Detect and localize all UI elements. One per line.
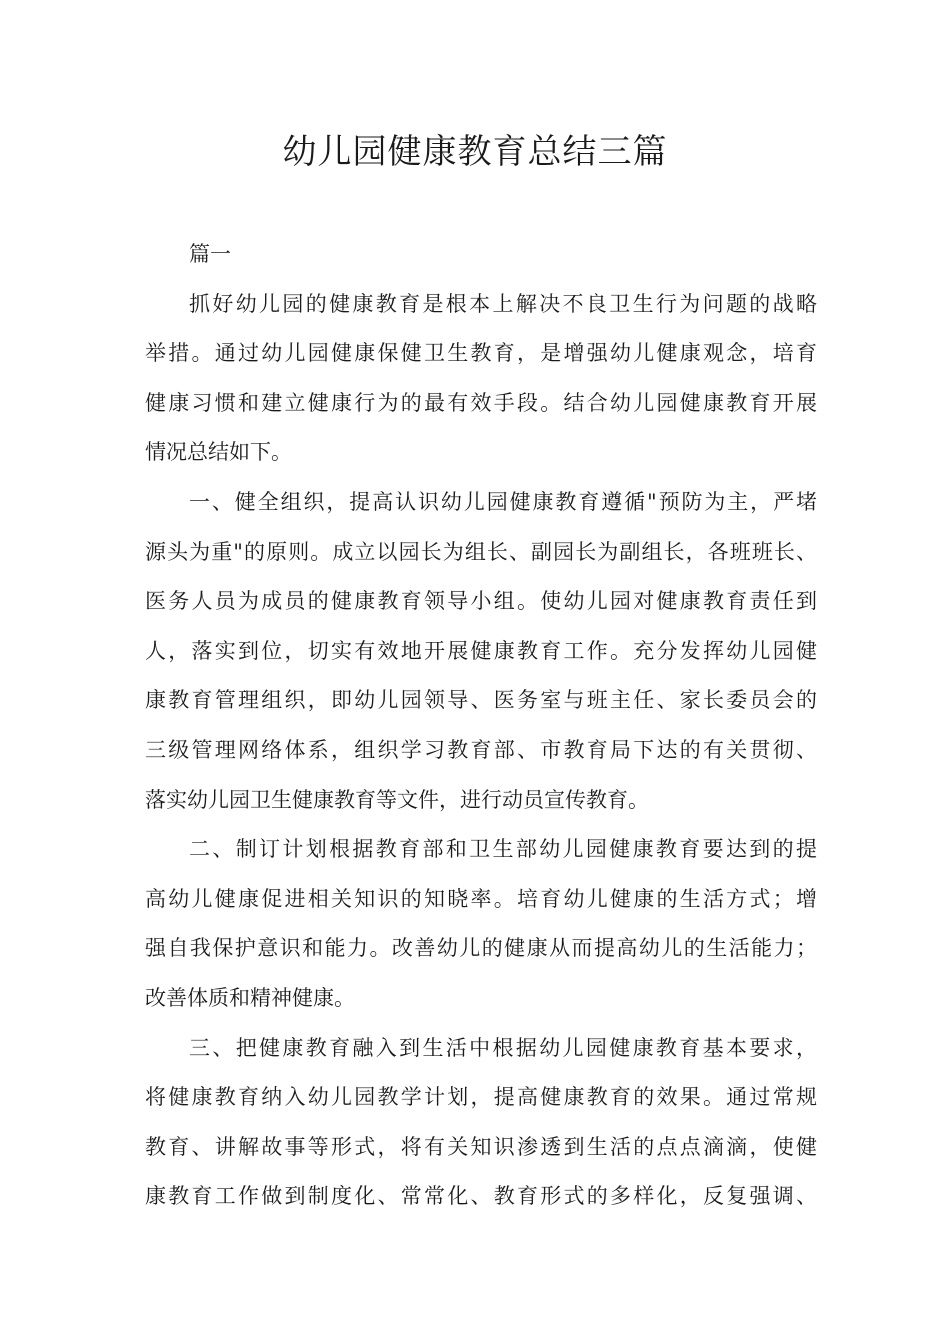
paragraph-4 bbox=[145, 1024, 817, 1222]
text-line: 康教育工作做到制度化、常常化、教育形式的多样化，反复强调、 bbox=[145, 1184, 817, 1209]
paragraph-3 bbox=[145, 825, 817, 1023]
text-line: 举措。通过幼儿园健康保健卫生教育，是增强幼儿健康观念，培育 bbox=[145, 341, 817, 366]
text-line: 高幼儿健康促进相关知识的知晓率。培育幼儿健康的生活方式；增 bbox=[145, 886, 817, 911]
text-line: 源头为重"的原则。成立以园长为组长、副园长为副组长，各班班长、 bbox=[145, 539, 817, 564]
text-line: 二、制订计划根据教育部和卫生部幼儿园健康教育要达到的提 bbox=[189, 837, 817, 862]
paragraph-1 bbox=[145, 280, 817, 478]
paragraph-2 bbox=[145, 478, 817, 825]
text-line: 三级管理网络体系，组织学习教育部、市教育局下达的有关贯彻、 bbox=[145, 737, 817, 762]
text-line: 康教育管理组织，即幼儿园领导、医务室与班主任、家长委员会的 bbox=[145, 688, 817, 713]
text-line: 将健康教育纳入幼儿园教学计划，提高健康教育的效果。通过常规 bbox=[145, 1085, 817, 1110]
text-line: 一、健全组织，提高认识幼儿园健康教育遵循"预防为主，严堵 bbox=[189, 489, 817, 514]
text-line: 人，落实到位，切实有效地开展健康教育工作。充分发挥幼儿园健 bbox=[145, 638, 817, 663]
document-body bbox=[145, 230, 817, 1222]
text-line: 抓好幼儿园的健康教育是根本上解决不良卫生行为问题的战略 bbox=[189, 291, 817, 316]
section-label: 篇一 bbox=[189, 242, 231, 266]
text-line: 落实幼儿园卫生健康教育等文件，进行动员宣传教育。 bbox=[145, 787, 649, 812]
text-line: 三、把健康教育融入到生活中根据幼儿园健康教育基本要求， bbox=[189, 1035, 817, 1060]
text-line: 医务人员为成员的健康教育领导小组。使幼儿园对健康教育责任到 bbox=[145, 589, 817, 614]
text-line: 强自我保护意识和能力。改善幼儿的健康从而提高幼儿的生活能力； bbox=[145, 936, 817, 961]
text-line: 健康习惯和建立健康行为的最有效手段。结合幼儿园健康教育开展 bbox=[145, 390, 817, 415]
text-line: 改善体质和精神健康。 bbox=[145, 985, 355, 1010]
document-title: 幼儿园健康教育总结三篇 bbox=[282, 132, 668, 172]
text-line: 情况总结如下。 bbox=[145, 440, 292, 465]
text-line: 教育、讲解故事等形式，将有关知识渗透到生活的点点滴滴，使健 bbox=[145, 1134, 817, 1159]
